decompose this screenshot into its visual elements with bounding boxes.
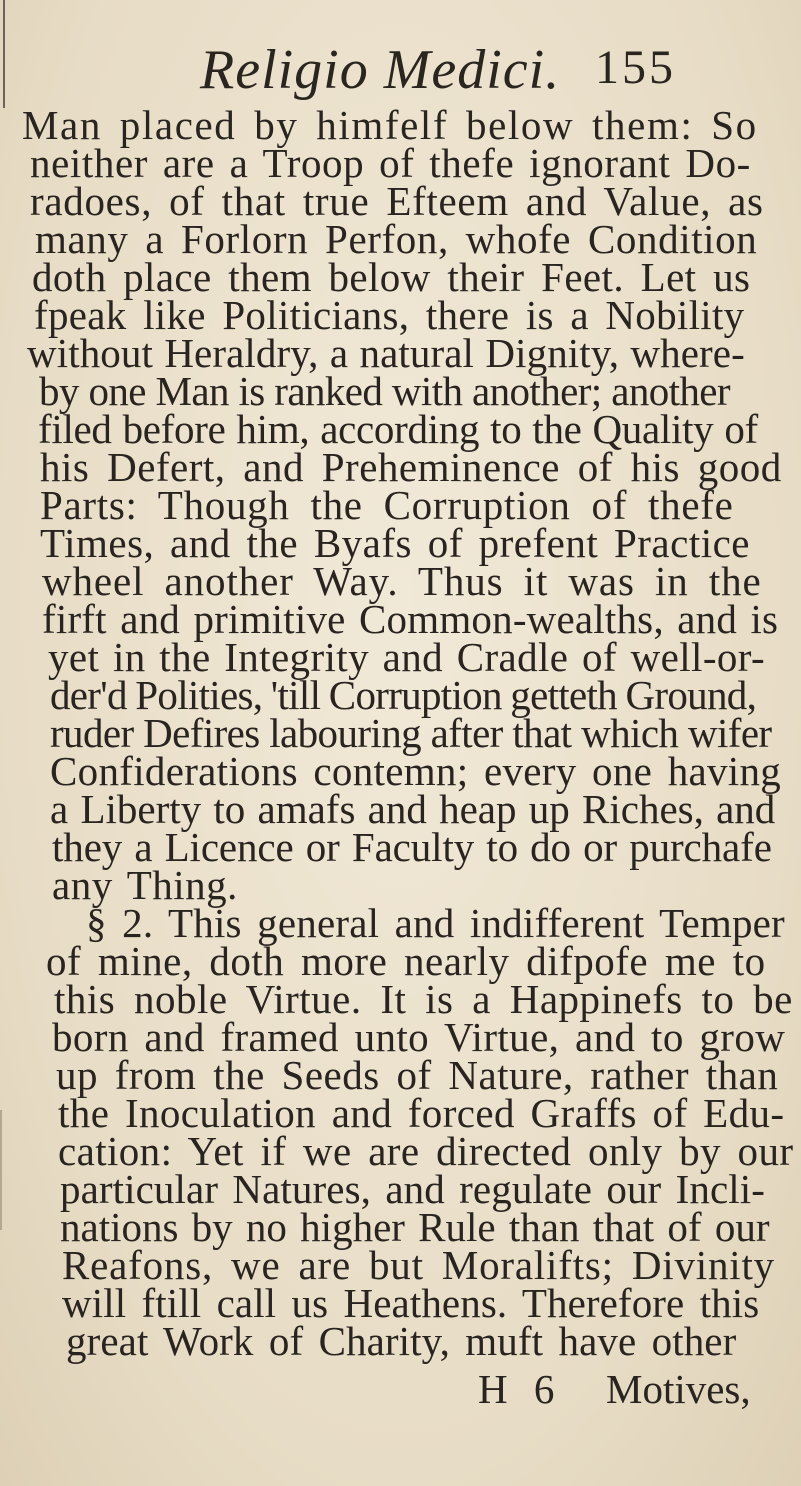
page-footer [0, 1365, 801, 1412]
text-line: radoes, of that true Efteem and Value, as [30, 178, 764, 224]
text-line: born and framed unto Virtue, and to grow [52, 1014, 786, 1060]
text-line: they a Licence or Faculty to do or purchafe [52, 824, 772, 870]
text-line: nations by no higher Rule than that of our [60, 1204, 770, 1250]
text-line: without Heraldry, a natural Dignity, where- [27, 330, 745, 376]
text-line: will ftill call us Heathens. Therefore this [62, 1280, 760, 1326]
text-line: filed before him, according to the Quality of [38, 406, 758, 452]
catchword: Motives, [606, 1366, 751, 1412]
page-edge-shadow [3, 0, 5, 108]
text-line: neither are a Troop of thefe ignorant Do- [30, 140, 751, 186]
text-line: great Work of Charity, muft have other [66, 1318, 737, 1364]
text-line: by one Man is ranked with another; another [39, 368, 730, 414]
text-line: Times, and the Byafs of prefent Practice [40, 520, 751, 566]
text-line: any Thing. [52, 862, 238, 908]
text-line: wheel another Way. Thus it was in the [42, 558, 762, 604]
text-line: many a Forlorn Perfon, whofe Condition [35, 216, 758, 262]
running-title: Religio Medici. [200, 39, 561, 101]
text-line: Confiderations contemn; every one having [50, 748, 782, 794]
text-line: fpeak like Politicians, there is a Nobility [34, 292, 745, 338]
text-line: up from the Seeds of Nature, rather than [56, 1052, 779, 1098]
text-line: Man placed by himfelf below them: So [22, 102, 758, 148]
text-line: the Inoculation and forced Graffs of Edu- [58, 1090, 785, 1136]
text-line: a Liberty to amafs and heap up Riches, and [50, 786, 776, 832]
text-line: doth place them below their Feet. Let us [32, 254, 751, 300]
text-line: Reafons, we are but Moralifts; Divinity [62, 1242, 775, 1288]
page-number: 155 [595, 41, 676, 94]
text-line: der'd Polities, 'till Corruption getteth Ground, [50, 672, 757, 718]
text-line: yet in the Integrity and Cradle of well-or- [48, 634, 766, 680]
text-line: § 2. This general and indifferent Temper [86, 900, 785, 946]
text-line: cation: Yet if we are directed only by our [58, 1128, 794, 1174]
signature-mark: H 6 [478, 1366, 563, 1412]
page-header [200, 38, 720, 101]
text-line: firft and primitive Common-wealths, and is [42, 596, 779, 642]
text-line: this noble Virtue. It is a Happinefs to be [54, 976, 793, 1022]
text-line: Parts: Though the Corruption of thefe [40, 482, 734, 528]
text-line: of mine, doth more nearly difpofe me to [46, 938, 766, 984]
text-line: ruder Defires labouring after that which wifer [50, 710, 772, 756]
text-line: particular Natures, and regulate our Incli- [60, 1166, 766, 1212]
text-line: his Defert, and Preheminence of his good [40, 444, 782, 490]
page-edge-shadow-lower [0, 1110, 2, 1230]
